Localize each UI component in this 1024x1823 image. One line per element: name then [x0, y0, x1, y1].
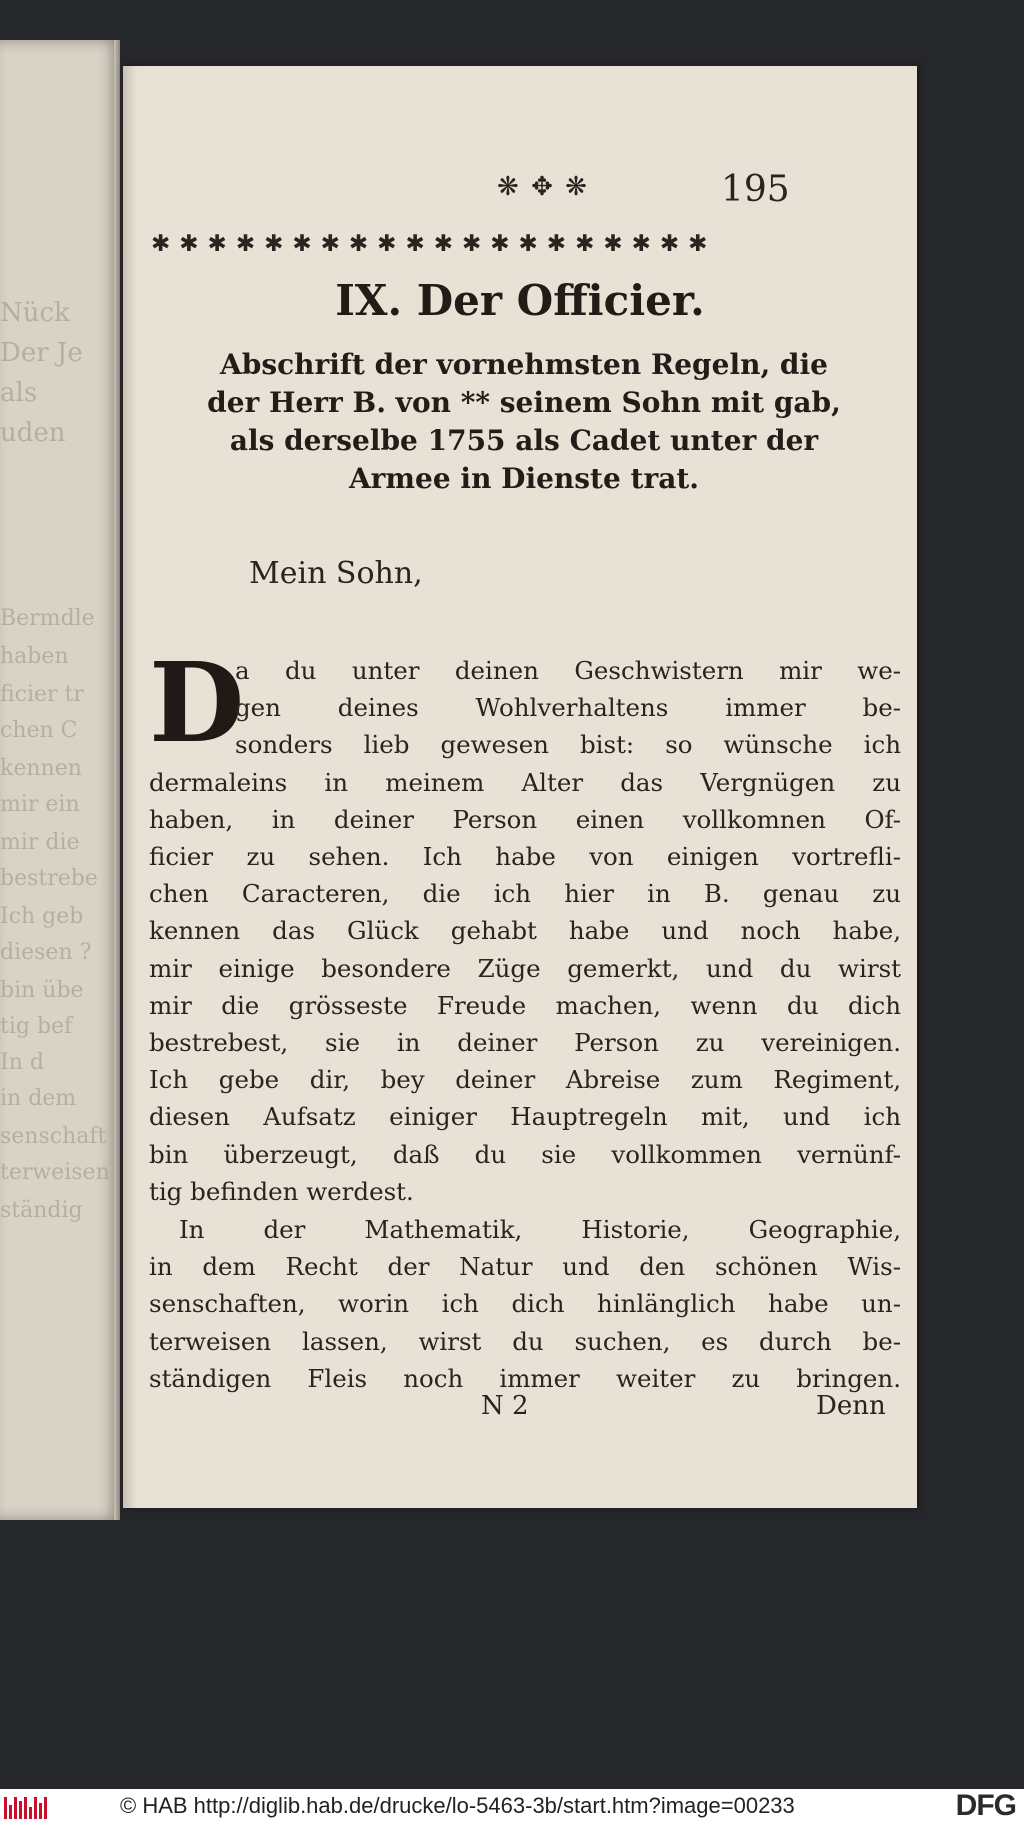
star-rule-divider: ✱✱✱✱✱✱✱✱✱✱✱✱✱✱✱✱✱✱✱✱	[151, 231, 717, 257]
text-line: ständigen Fleis noch immer weiter zu bringen.	[149, 1363, 901, 1393]
header-ornament	[343, 166, 743, 208]
citation-link[interactable]: © HAB http://diglib.hab.de/drucke/lo-5463-3b/start.htm?image=00233	[120, 1793, 795, 1818]
ghost-text-line: diesen ?	[0, 940, 92, 965]
attribution-bar	[0, 1789, 1024, 1823]
text-line: bin überzeugt, daß du sie vollkommen vernünf-	[149, 1139, 901, 1169]
text-line: mir die grösseste Freude machen, wenn du dich	[149, 990, 901, 1020]
text-line: diesen Aufsatz einiger Hauptregeln mit, und ich	[149, 1102, 901, 1132]
ghost-text-line: in dem	[0, 1086, 77, 1111]
text-line: a du unter deinen Geschwistern mir we-	[235, 656, 901, 685]
text-line: haben, in deiner Person einen vollkomnen Of-	[149, 804, 901, 834]
subtitle-line: Armee in Dienste trat.	[348, 462, 700, 495]
ghost-text-line: Bermdle	[0, 606, 95, 631]
paragraph-2	[149, 1211, 901, 1397]
text-line: senschaften, worin ich dich hinlänglich habe un-	[149, 1289, 901, 1319]
ghost-text-line: haben	[0, 644, 69, 669]
ghost-text-line: als	[0, 378, 38, 408]
text-line: in dem Recht der Natur und den schönen Wis-	[149, 1252, 901, 1282]
letter-salutation: Mein Sohn,	[249, 556, 423, 591]
text-line: mir einige besondere Züge gemerkt, und du wirst	[149, 953, 901, 983]
text-line: tig befinden werdest.	[149, 1176, 414, 1206]
catchword: Denn	[816, 1391, 886, 1421]
ghost-text-line: ficier tr	[0, 682, 84, 707]
dfg-logo: DFG	[955, 1789, 1016, 1822]
text-line: chen Caracteren, die ich hier in B. genau zu	[149, 879, 901, 909]
subtitle-line: der Herr B. von ** seinem Sohn mit gab,	[207, 386, 841, 419]
ghost-text-line: uden	[0, 418, 66, 448]
ghost-text-line: Nück	[0, 298, 70, 328]
subtitle-line: als derselbe 1755 als Cadet unter der	[229, 424, 819, 457]
ghost-text-line: Der Je	[0, 338, 83, 368]
ghost-text-line: Ich geb	[0, 904, 84, 929]
text-line: Ich gebe dir, bey deiner Abreise zum Regiment,	[149, 1065, 901, 1095]
ornament-glyphs: ❋ ✥ ❋	[497, 172, 589, 202]
text-line: gen deines Wohlverhaltens immer be-	[235, 693, 901, 723]
hab-logo-icon	[4, 1793, 50, 1819]
page-number: 195	[721, 169, 790, 210]
text-line: dermaleins in meinem Alter das Vergnügen zu	[149, 767, 901, 797]
ghost-text-line: terweisen	[0, 1160, 110, 1185]
text-line: bestrebest, sie in deiner Person zu vereinigen.	[149, 1028, 901, 1058]
text-line: ficier zu sehen. Ich habe von einigen vortrefli-	[149, 842, 901, 872]
subtitle-line: Abschrift der vornehmsten Regeln, die	[220, 348, 828, 381]
text-line: In der Mathematik, Historie, Geographie,	[179, 1215, 901, 1244]
ghost-text-line: chen C	[0, 718, 78, 743]
ghost-text-line: kennen	[0, 756, 82, 781]
ghost-text-line: mir ein	[0, 792, 80, 817]
facing-page-edge	[0, 40, 120, 1520]
paragraph-1	[149, 652, 901, 1210]
book-page	[123, 66, 917, 1508]
ghost-text-line: bestrebe	[0, 866, 98, 891]
text-line: terweisen lassen, wirst du suchen, es durch be-	[149, 1326, 901, 1356]
ghost-text-line: ständig	[0, 1198, 83, 1223]
ghost-text-line: mir die	[0, 830, 80, 855]
ghost-text-line: bin übe	[0, 978, 84, 1003]
ghost-text-line: tig bef	[0, 1014, 73, 1039]
text-line: sonders lieb gewesen bist: so wünsche ich	[235, 730, 901, 760]
ghost-text-line: senschaft	[0, 1124, 107, 1149]
signature-mark: N 2	[481, 1391, 529, 1421]
ghost-text-line: In d	[0, 1050, 44, 1075]
chapter-subtitle	[149, 346, 899, 498]
drop-cap-initial: D	[149, 638, 245, 767]
text-line: kennen das Glück gehabt habe und noch habe,	[149, 916, 901, 946]
chapter-title: IX. Der Officier.	[335, 276, 705, 325]
